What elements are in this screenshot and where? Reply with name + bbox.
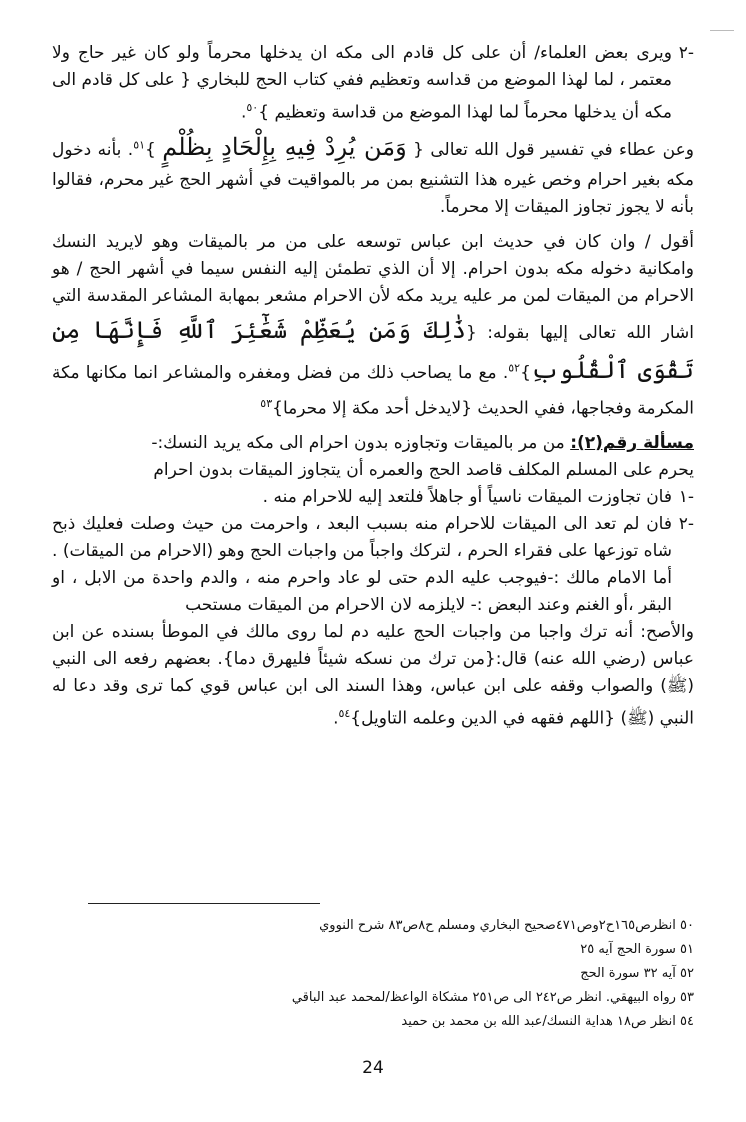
footnote-ref: ٥٢ xyxy=(508,361,521,374)
main-text xyxy=(52,40,694,733)
footnotes xyxy=(88,914,694,1034)
paragraph-text: أقول / وان كان في حديث ابن عباس توسعه على من مر بالميقات وهو لايريد النسك وامكانية دخوله مكه بدون احرام. إلا أن الذي تطمئن إليه النفس سيما في أشهر الحج / هو الاحرام من الميقات لمن مر عليه يريد مكه لأن الاحرام مشعر بمهابة المشاعر المقدسة التي اشار الله تعالى إليها بقوله: { xyxy=(52,231,694,343)
footnote-ref: ٥٠ xyxy=(246,101,259,114)
paragraph-opinion: أقول / وان كان في حديث ابن عباس توسعه على من مر بالميقات وهو لايريد النسك وامكانية دخوله مكه بدون احرام. إلا أن الذي تطمئن إليه النفس سيما في أشهر الحج / هو الاحرام من الميقات لمن مر عليه يريد مكه لأن الاحرام مشعر بمهابة المشاعر المقدسة التي اشار الله تعالى إليها بقوله: {ذَٰلِكَ وَمَن يُعَظِّمْ شَعَٰٓئِرَ ٱللَّهِ فَإِنَّهَا مِن تَقْوَى ٱلْقُلُوبِ}$^{٥٢}$. مع ما يصاحب ذلك من فضل ومغفره والمشاعر انما مكانها مكة المكرمة وفجاجها، ففي الحديث {لايدخل أحد مكة إلا محرما}$^{٥٣}$ xyxy=(52,231,694,419)
issue-subtitle: من مر بالميقات وتجاوزه بدون احرام الى مكه يريد النسك:- xyxy=(151,433,571,454)
footnote-item: ٥١ سورة الحج آيه ٢٥ xyxy=(580,942,694,957)
point-number: -٢ xyxy=(678,43,694,63)
page-number: 24 xyxy=(362,1058,384,1078)
paragraph-point-2: -٢ ويرى بعض العلماء/ أن على كل قادم الى مكه ان يدخلها محرماً ولو كان غير حاج ولا معتمر ، لما لهذا الموضع من قداسه وتعظيم ففي كتاب الحج للبخاري { على كل قادم الى مكه أن يدخلها محرماً لما لهذا الموضع من قداسة وتعظيم }$^{٥٠}$. xyxy=(52,40,694,127)
issue-heading xyxy=(52,430,694,457)
issue-item-1 xyxy=(52,484,694,511)
paragraph-text: . مع ما يصاحب ذلك من فضل ومغفره والمشاعر انما مكانها مكة المكرمة وفجاجها، ففي الحديث {لايدخل أحد مكة إلا محرما} xyxy=(52,362,694,419)
footnote-item: ٥٠ انظرص١٦٥ح٢وص٤٧١صحيح البخاري ومسلم ح٨ص٨٣ شرح النووي xyxy=(319,918,694,933)
item-text: فان لم تعد الى الميقات للاحرام منه بسبب البعد ، واحرمت من حيث وصلت فعليك ذبح شاه توزعها على فقراء الحرم ، لتركك واجباً من واجبات الحج وهو (الاحرام من الميقات) . أما الامام مالك :-فيوجب عليه الدم حتى لو عاد واحرم منه ، والدم واحدة من الابل ، او البقر ،أو الغنم وعند البعض :- لايلزمه لان الاحرام من الميقات مستحب xyxy=(52,514,672,616)
footnote-ref: ٥٣ xyxy=(260,396,273,410)
corner-mark xyxy=(710,30,734,31)
footnote-item: ٥٢ آيه ٣٢ سورة الحج xyxy=(580,966,694,981)
paragraph-text: ويرى بعض العلماء/ أن على كل قادم الى مكه ان يدخلها محرماً ولو كان غير حاج ولا معتمر ، لما لهذا الموضع من قداسه وتعظيم ففي كتاب الحج للبخاري { على كل قادم الى مكه أن يدخلها محرماً لما لهذا الموضع من قداسة وتعظيم } xyxy=(52,43,672,123)
footnote-ref: ٥١ xyxy=(133,138,146,151)
footnote-item: ٥٣ رواه البيهقي. انظر ص٢٤٢ الى ص٢٥١ مشكاة الواعظ/لمحمد عبد الباقي xyxy=(291,990,694,1005)
footnote-ref: ٥٤ xyxy=(338,707,351,721)
item-number: -٢ xyxy=(678,514,694,535)
paragraph-ata: وعن عطاء في تفسير قول الله تعالى { وَمَن يُرِدْ فِيهِ بِإِلْحَادٍ بِظُلْمٍ }$^{٥١}$. بأنه دخول مكه بغير احرام وخص غيره هذا التشنيع بمن مر بالمواقيت في أشهر الحج غير محرم، فقالوا بأنه لا يجوز تجاوز الميقات إلا محرماً. xyxy=(52,132,694,217)
footnote-divider xyxy=(88,903,320,904)
quran-verse: ذَٰلِكَ وَمَن يُعَظِّمْ شَعَٰٓئِرَ ٱللَّهِ فَإِنَّهَا مِن تَقْوَى ٱلْقُلُوبِ xyxy=(52,315,694,384)
issue-intro: يحرم على المسلم المكلف قاصد الحج والعمره أن يتجاوز الميقات بدون احرام xyxy=(153,460,694,481)
issue-conclusion: والأصح: أنه ترك واجبا من واجبات الحج عليه دم لما روى مالك في الموطأ بسنده عن ابن عباس (رضي الله عنه) قال:{من ترك من نسكه شيئاً فليهرق دما}. بعضهم رفعه الى النبي (ﷺ) والصواب وقفه على ابن عباس، وهذا السند الى ابن عباس قوي كما ترى وقد دعا له النبي (ﷺ) {اللهم فقهه في الدين وعلمه التاويل}$^{٥٤}$. xyxy=(52,622,694,729)
item-text: فان تجاوزت الميقات ناسياً أو جاهلاً فلتعد إليه للاحرام منه . xyxy=(262,487,672,508)
issue-title: مسألة رقم(٢): xyxy=(570,433,694,454)
issue-item-2 xyxy=(52,511,694,619)
paragraph-text: . بأنه دخول مكه بغير احرام وخص غيره هذا التشنيع بمن مر بالمواقيت في أشهر الحج غير محرم، فقالوا بأنه لا يجوز تجاوز الميقات إلا محرماً. xyxy=(52,139,694,217)
paragraph-text: وعن عطاء في تفسير قول الله تعالى { xyxy=(406,139,694,160)
quran-verse: وَمَن يُرِدْ فِيهِ بِإِلْحَادٍ بِظُلْمٍ xyxy=(162,132,407,161)
item-number: -١ xyxy=(678,487,694,508)
conclusion-text: والأصح: أنه ترك واجبا من واجبات الحج عليه دم لما روى مالك في الموطأ بسنده عن ابن عباس (رضي الله عنه) قال:{من ترك من نسكه شيئاً فليهرق دما}. بعضهم رفعه الى النبي (ﷺ) والصواب وقفه على ابن عباس، وهذا السند الى ابن عباس قوي كما ترى وقد دعا له النبي (ﷺ) {اللهم فقهه في الدين وعلمه التاويل} xyxy=(52,622,694,729)
footnote-item: ٥٤ انظر ص١٨ هداية النسك/عبد الله بن محمد بن حميد xyxy=(401,1014,694,1029)
